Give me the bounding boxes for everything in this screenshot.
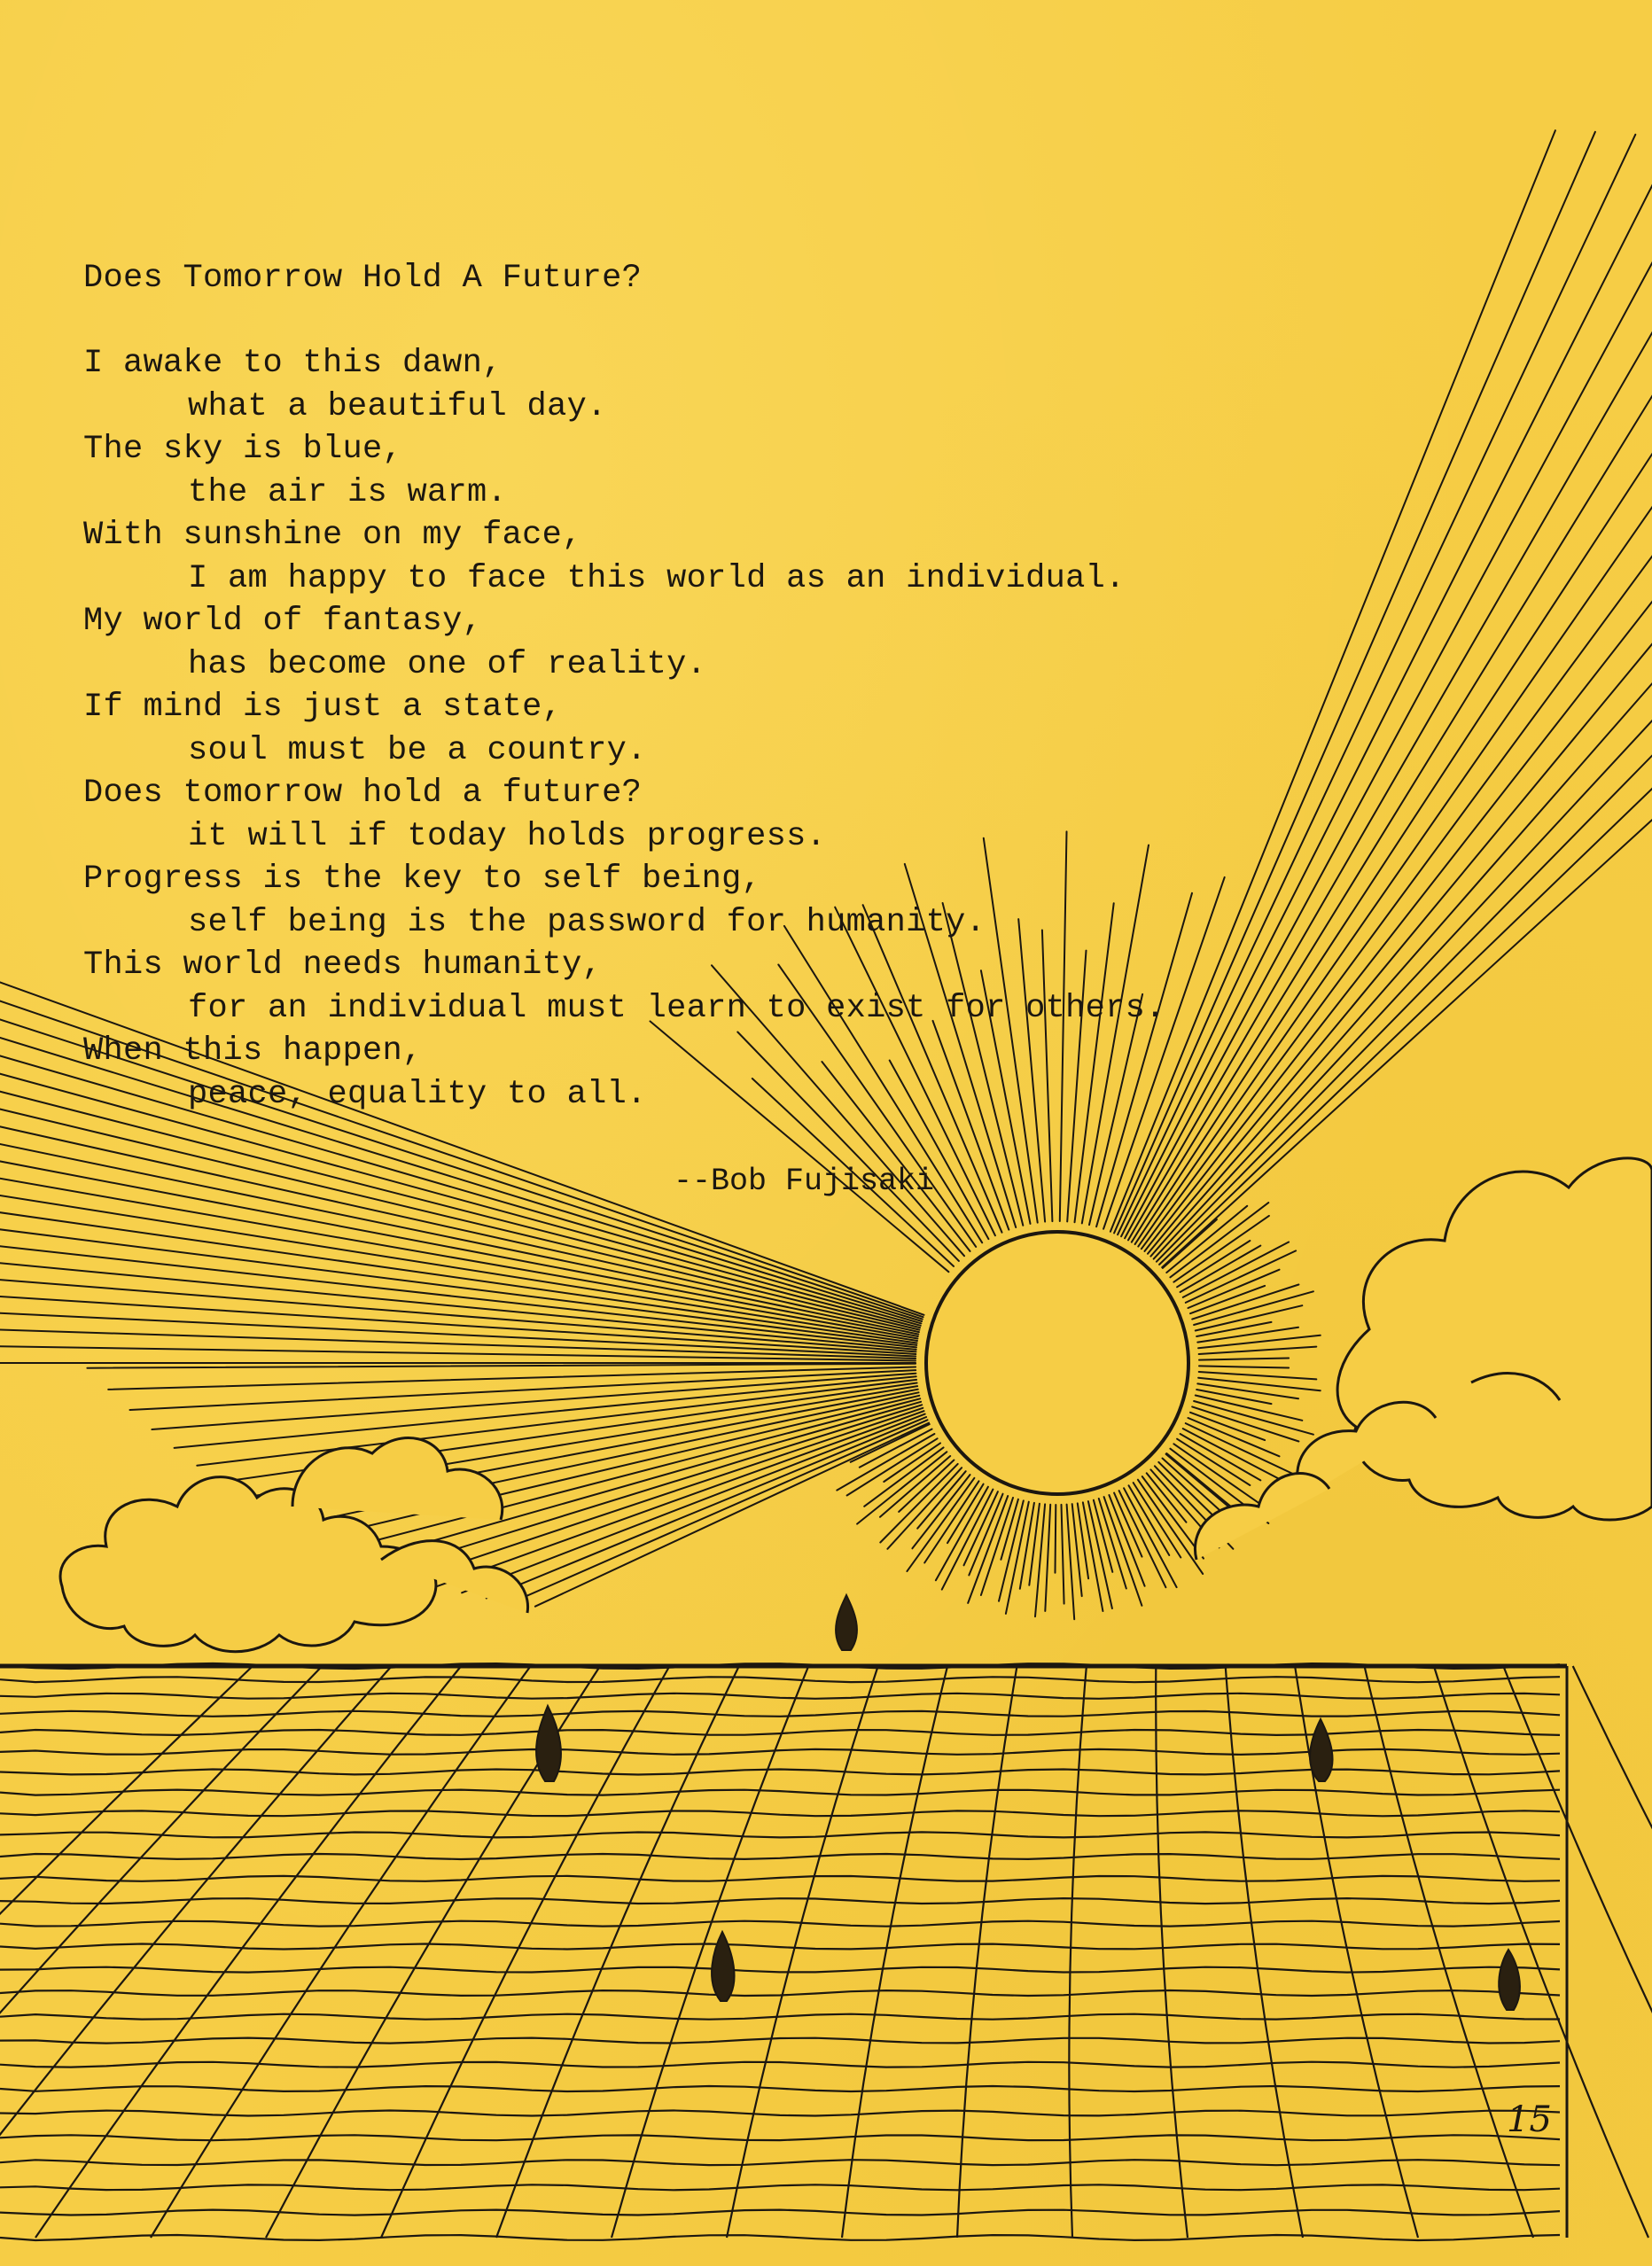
- poem-author: --Bob Fujisaki: [674, 1164, 935, 1199]
- poem-line: I am happy to face this world as an individual.: [188, 559, 1126, 597]
- poem-line: the air is warm.: [188, 473, 508, 511]
- poem-line: Progress is the key to self being,: [83, 860, 762, 898]
- poem-line: My world of fantasy,: [83, 603, 483, 640]
- poem-line: With sunshine on my face,: [83, 517, 582, 554]
- poem-title: Does Tomorrow Hold A Future?: [83, 260, 643, 297]
- poem-line: for an individual must learn to exist for others.: [188, 989, 1165, 1027]
- poem-line: The sky is blue,: [83, 431, 403, 468]
- cloud-left: [60, 1438, 528, 1652]
- poem-line: Does tomorrow hold a future?: [83, 775, 643, 812]
- page-number: 15: [1507, 2099, 1552, 2140]
- poem: [83, 257, 1235, 1116]
- poem-line: If mind is just a state,: [83, 689, 563, 726]
- field-furrows: [0, 1663, 1652, 2240]
- poem-line: self being is the password for humanity.: [188, 903, 986, 941]
- poem-line: peace, equality to all.: [188, 1075, 647, 1113]
- sun: [926, 1232, 1188, 1494]
- poem-line: has become one of reality.: [188, 645, 707, 683]
- poem-line: I awake to this dawn,: [83, 345, 503, 382]
- poem-body: [83, 342, 1235, 1116]
- poem-line: This world needs humanity,: [83, 946, 603, 984]
- poem-line: what a beautiful day.: [188, 387, 607, 425]
- poem-line: When this happen,: [83, 1032, 423, 1070]
- poem-line: it will if today holds progress.: [188, 817, 827, 855]
- poem-line: soul must be a country.: [188, 731, 647, 769]
